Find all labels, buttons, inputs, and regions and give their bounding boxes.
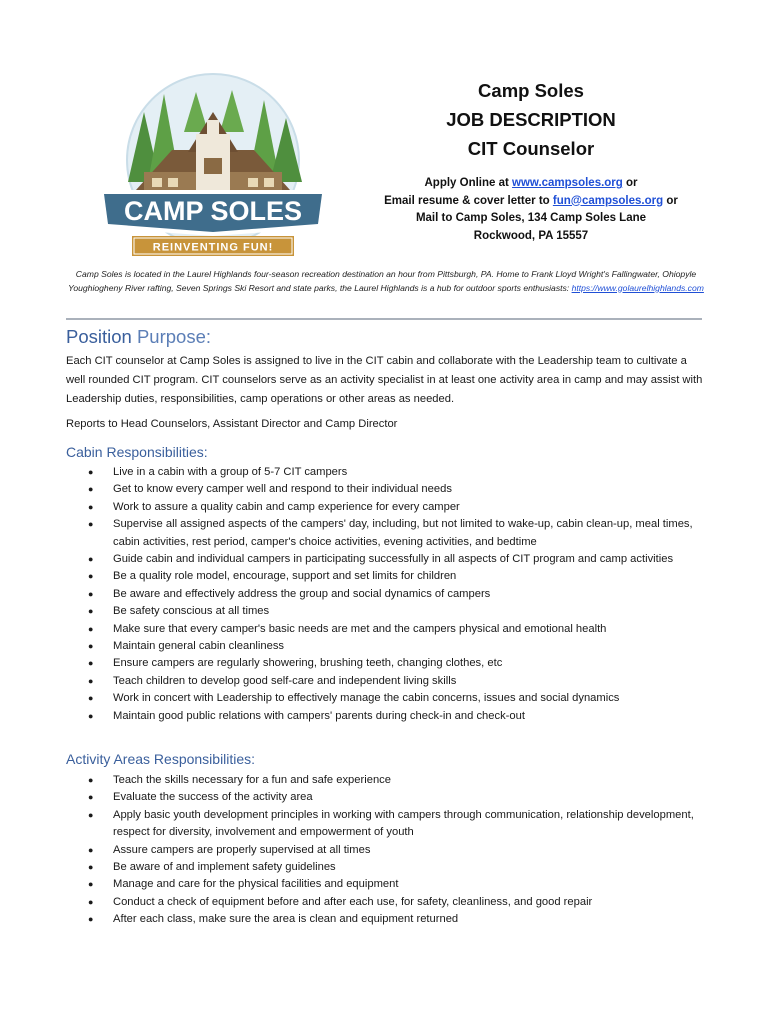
list-item-text: Be a quality role model, encourage, support and set limits for children [113, 570, 457, 583]
list-item [66, 842, 706, 859]
list-item [66, 586, 706, 603]
list-item-text: Conduct a check of equipment before and after each use, for safety, cleanliness, and good repair [113, 895, 593, 908]
list-item-text: Teach children to develop good self-care and independent living skills [113, 674, 457, 687]
bullet-icon: ● [88, 606, 94, 617]
list-item [66, 568, 706, 585]
bullet-icon: ● [88, 641, 94, 652]
bullet-icon: ● [88, 519, 94, 530]
email-prefix: Email resume & cover letter to [384, 194, 553, 207]
list-item [66, 807, 706, 842]
bullet-icon: ● [88, 467, 94, 477]
activity-list [66, 772, 706, 929]
reports-to: Reports to Head Counselors, Assistant Director and Camp Director [66, 418, 398, 430]
list-item-text: Make sure that every camper's basic needs are met and the campers physical and emotional health [113, 622, 607, 635]
position-heading-a: Position [66, 326, 132, 347]
list-item [66, 603, 706, 620]
header-block [360, 76, 702, 245]
bullet-icon: ● [88, 554, 94, 565]
apply-link[interactable]: www.campsoles.org [512, 177, 623, 189]
list-item-text: Be safety conscious at all times [113, 605, 270, 618]
email-link[interactable]: fun@campsoles.org [552, 194, 664, 207]
list-item-text: Live in a cabin with a group of 5-7 CIT campers [113, 466, 348, 478]
list-item [66, 708, 706, 725]
role-title: CIT Counselor [467, 138, 595, 159]
bullet-icon: ● [88, 710, 94, 721]
list-item-text: Teach the skills necessary for a fun and safe experience [113, 774, 391, 786]
list-item-text: Work in concert with Leadership to effectively manage the cabin concerns, issues and social dynamics [113, 692, 620, 705]
bullet-icon: ● [88, 809, 94, 820]
list-item [66, 655, 706, 672]
list-item [66, 638, 706, 655]
list-item [66, 859, 706, 876]
doc-subtitle: JOB DESCRIPTION [446, 109, 616, 130]
logo-tagline: REINVENTING FUN! [152, 241, 274, 254]
bullet-icon: ● [88, 675, 94, 686]
bullet-icon: ● [88, 693, 94, 704]
activity-heading: Activity Areas Responsibilities: [66, 751, 256, 767]
bullet-icon: ● [88, 896, 94, 907]
position-heading-b: Purpose: [131, 326, 212, 347]
apply-line [360, 175, 702, 193]
bullet-icon: ● [88, 775, 94, 785]
apply-suffix: or [622, 177, 638, 189]
list-item [66, 876, 706, 893]
list-item [66, 464, 706, 481]
list-item-text: After each class, make sure the area is clean and equipment returned [113, 913, 459, 926]
bullet-icon: ● [88, 844, 94, 855]
position-heading [66, 326, 211, 348]
list-item [66, 516, 706, 551]
list-item-text: Evaluate the success of the activity area [113, 791, 313, 804]
bullet-icon: ● [88, 484, 94, 495]
list-item-text: Be aware and effectively address the group and social dynamics of campers [113, 587, 491, 600]
camp-soles-logo [88, 72, 338, 262]
section-divider [66, 318, 702, 320]
city-line: Rockwood, PA 15557 [473, 229, 589, 242]
list-item [66, 499, 706, 516]
list-item-text: Supervise all assigned aspects of the campers' day, including, but not limited to wake-up, cabin clean-up, meal times, cabin activities, rest period, camper's choice activities, evening activities, and bedtime [113, 518, 693, 548]
bullet-icon: ● [88, 879, 94, 890]
intro-paragraph [66, 268, 706, 295]
cabin-heading: Cabin Responsibilities: [66, 444, 208, 460]
bullet-icon: ● [88, 914, 94, 925]
contact-info [360, 175, 702, 245]
list-item-text: Get to know every camper well and respond to their individual needs [113, 483, 452, 496]
position-paragraph: Each CIT counselor at Camp Soles is assigned to live in the CIT cabin and collaborate with the Leadership team to cultivate a well rounded CIT program. CIT counselors serve as an activity specialist in at least one activity area in camp and may assist with Leadership duties, responsibilities, camp operations or other areas as needed. [66, 355, 703, 405]
list-item-text: Work to assure a quality cabin and camp experience for every camper [113, 500, 460, 513]
list-item-text: Be aware of and implement safety guidelines [113, 861, 336, 874]
list-item-text: Guide cabin and individual campers in participating successfully in all aspects of CIT program and camp activities [113, 553, 674, 566]
list-item-text: Manage and care for the physical facilities and equipment [113, 878, 399, 891]
list-item [66, 621, 706, 638]
list-item-text: Maintain good public relations with campers' parents during check-in and check-out [113, 709, 525, 722]
list-item-text: Maintain general cabin cleanliness [113, 640, 285, 653]
mail-line: Mail to Camp Soles, 134 Camp Soles Lane [415, 212, 647, 224]
doc-title: Camp Soles [478, 80, 584, 101]
list-item-text: Assure campers are properly supervised at all times [113, 843, 371, 856]
bullet-icon: ● [88, 862, 94, 873]
apply-prefix: Apply Online at [424, 177, 513, 189]
logo-wordmark: CAMP SOLES [123, 196, 303, 226]
list-item [66, 911, 706, 928]
bullet-icon: ● [88, 588, 94, 599]
bullet-icon: ● [88, 658, 94, 669]
bullet-icon: ● [88, 501, 94, 512]
list-item [66, 551, 706, 568]
list-item-text: Apply basic youth development principles in working with campers through communication, relationship development, respect for diversity, involvement and empowerment of youth [113, 808, 694, 839]
list-item [66, 894, 706, 911]
list-item [66, 481, 706, 498]
intro-link[interactable]: https://www.golaurelhighlands.com [571, 282, 704, 293]
bullet-icon: ● [88, 792, 94, 803]
cabin-list [66, 464, 706, 725]
list-item [66, 690, 706, 707]
list-item-text: Ensure campers are regularly showering, brushing teeth, changing clothes, etc [113, 657, 503, 670]
bullet-icon: ● [88, 571, 94, 582]
email-suffix: or [663, 194, 678, 207]
intro-text: Camp Soles is located in the Laurel Highlands four-season recreation destination an hour from Pittsburgh, PA. Home to Frank Lloyd Wright's Fallingwater, Ohiopyle Youghiogheny River rafting, Seven Springs Ski Resort and state parks, the Laurel Highlands is a hub for outdoor sports enthusiasts: [68, 269, 697, 293]
email-line [360, 193, 702, 211]
list-item [66, 673, 706, 690]
bullet-icon: ● [88, 623, 94, 634]
list-item [66, 772, 706, 789]
list-item [66, 789, 706, 806]
